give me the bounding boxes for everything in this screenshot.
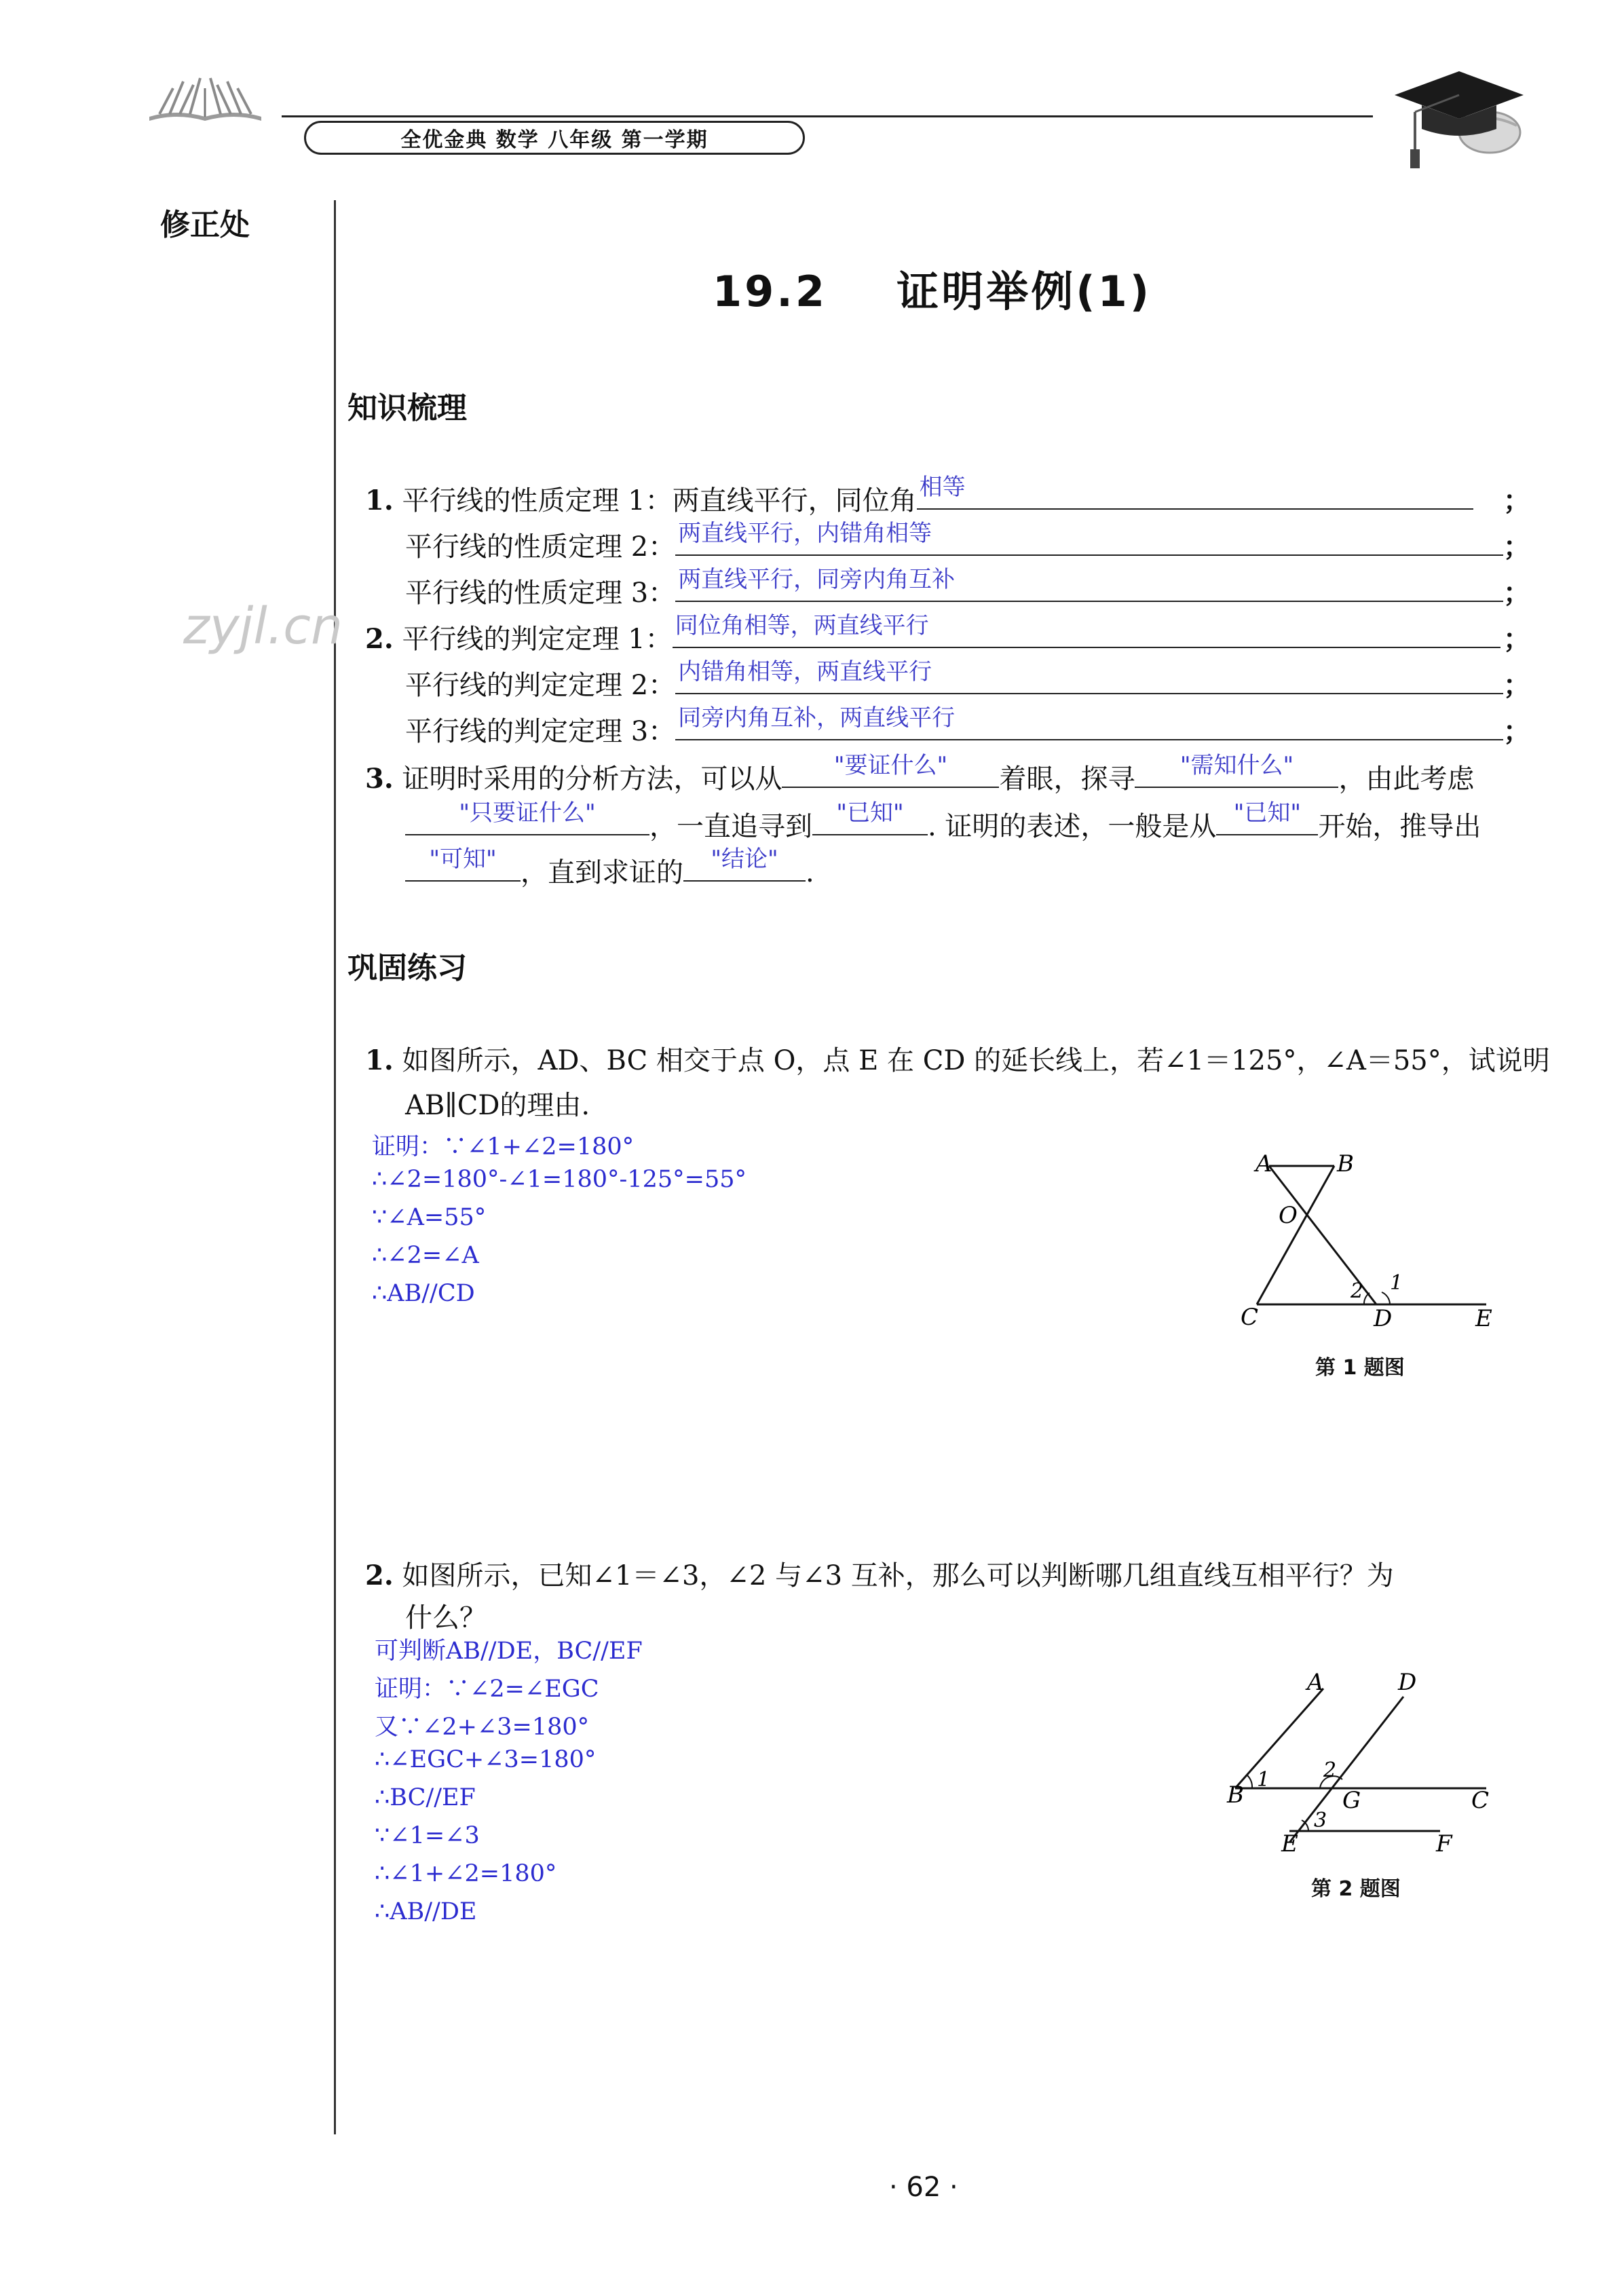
item3-text: 着眼，探寻	[999, 763, 1135, 795]
item2-blank2[interactable]	[675, 658, 1503, 694]
q2-answer-line: ∴AB//DE	[375, 1898, 477, 1925]
item3-text: ，直到求证的	[521, 857, 683, 888]
item1-blank3[interactable]	[675, 566, 1503, 602]
label-angle-2: 2	[1323, 1758, 1337, 1782]
item1-line3	[405, 566, 1503, 610]
item3-line3	[405, 846, 814, 890]
label-angle-1: 1	[1257, 1768, 1270, 1792]
label-C: C	[1241, 1304, 1259, 1330]
item-number: 2.	[365, 623, 394, 655]
item2-line3	[405, 704, 1503, 749]
semicolon: ；	[1503, 577, 1530, 609]
item1-line3-text: 平行线的性质定理 3：	[405, 578, 676, 609]
item1-blank2[interactable]	[675, 520, 1503, 556]
label-angle-1: 1	[1390, 1271, 1403, 1295]
item3-line2	[405, 799, 1481, 844]
question-number: 2.	[365, 1560, 394, 1591]
figure-2-caption: 第 2 题图	[1311, 1877, 1401, 1901]
item1-line1-text: 平行线的性质定理 1：两直线平行，同位角	[402, 485, 917, 516]
item1-answer1: 相等	[919, 474, 966, 501]
margin-label: 修正处	[160, 208, 250, 242]
q1-answer-line: ∴AB//CD	[372, 1280, 475, 1307]
item1-line2	[405, 520, 1503, 564]
item-number: 1.	[365, 485, 394, 516]
q2-answer-line: ∴∠1+∠2=180°	[375, 1860, 557, 1887]
semicolon: ；	[1503, 715, 1530, 747]
q1-line2: AB∥CD的理由.	[405, 1090, 590, 1121]
line-DE	[1289, 1697, 1403, 1843]
item3-blank6[interactable]	[405, 846, 521, 882]
item3-blank2[interactable]	[1135, 752, 1338, 788]
header-banner: 全优金典 数学 八年级 第一学期	[304, 121, 805, 155]
q2-answer-line: 证明：∵∠2=∠EGC	[375, 1676, 599, 1703]
label-E: E	[1281, 1830, 1298, 1853]
item3-text: ，一直追寻到	[649, 811, 812, 842]
label-E: E	[1475, 1305, 1492, 1330]
item3-answer6: "可知"	[429, 846, 497, 873]
section-heading-practice: 巩固练习	[347, 951, 467, 985]
item2-blank1[interactable]	[673, 612, 1500, 648]
q2-text: 如图所示，已知∠1＝∠3，∠2 与∠3 互补，那么可以判断哪几组直线互相平行？为	[402, 1560, 1394, 1591]
item2-line1	[365, 612, 1500, 656]
item-number: 3.	[365, 763, 394, 795]
item3-text: 开始，推导出	[1318, 811, 1481, 842]
figure-1-diagram	[1228, 1147, 1513, 1330]
q2-answer-line: 又∵∠2+∠3=180°	[375, 1714, 590, 1741]
item3-blank4[interactable]	[812, 799, 928, 835]
q2-answer-line: ∴∠EGC+∠3=180°	[375, 1746, 597, 1773]
item1-blank1[interactable]	[917, 474, 1473, 510]
item3-answer2: "需知什么"	[1179, 752, 1294, 779]
page-number: · 62 ·	[889, 2172, 958, 2203]
item2-blank3[interactable]	[675, 704, 1503, 740]
item3-blank1[interactable]	[782, 752, 999, 788]
item3-line1	[365, 752, 1475, 796]
q2-answer-line: ∴BC//EF	[375, 1784, 476, 1811]
q2-line2: 什么？	[405, 1602, 487, 1634]
page-title: 19.2 证明举例(1)	[713, 267, 1152, 316]
angle-1-arc	[1382, 1292, 1390, 1304]
q1-answer-line: ∴∠2=∠A	[372, 1242, 479, 1269]
item2-line2	[405, 658, 1503, 702]
label-B: B	[1227, 1781, 1244, 1809]
label-B: B	[1337, 1150, 1354, 1177]
item3-blank3[interactable]	[405, 799, 649, 835]
item3-answer5: "已知"	[1233, 799, 1302, 827]
label-F: F	[1436, 1830, 1452, 1853]
semicolon: ；	[1503, 623, 1530, 655]
label-D: D	[1398, 1669, 1417, 1696]
q1-text: 如图所示，AD、BC 相交于点 O，点 E 在 CD 的延长线上，若∠1＝125°，∠A＝55°，试说明	[402, 1045, 1550, 1076]
question-number: 1.	[365, 1044, 394, 1076]
line-AB	[1235, 1688, 1323, 1788]
item3-answer7: "结论"	[711, 846, 778, 873]
label-A: A	[1307, 1669, 1324, 1696]
header-rule	[282, 115, 1373, 117]
item3-answer3: "只要证什么"	[459, 799, 596, 827]
margin-divider	[334, 200, 336, 2134]
label-G: G	[1342, 1787, 1361, 1814]
section-heading-knowledge: 知识梳理	[347, 391, 467, 426]
item3-blank5[interactable]	[1216, 799, 1318, 835]
semicolon: ；	[1503, 485, 1530, 516]
item3-text: ，由此考虑	[1338, 763, 1475, 795]
semicolon: ；	[1503, 669, 1530, 701]
label-A: A	[1255, 1150, 1272, 1177]
item1-line1	[365, 474, 1473, 518]
item2-answer1: 同位角相等，两直线平行	[675, 612, 929, 639]
label-angle-3: 3	[1314, 1809, 1327, 1832]
q2-answer-line: 可判断AB//DE，BC//EF	[375, 1638, 643, 1665]
item3-answer4: "已知"	[836, 799, 904, 827]
open-book-logo-icon	[146, 75, 265, 126]
item3-text: .	[806, 857, 814, 888]
q1-answer-line: 证明：∵∠1+∠2=180°	[372, 1133, 635, 1161]
item3-text: 证明时采用的分析方法，可以从	[402, 763, 782, 795]
item2-answer2: 内错角相等，两直线平行	[678, 658, 932, 685]
item3-text: . 证明的表述，一般是从	[928, 811, 1217, 842]
item1-answer3: 两直线平行，同旁内角互补	[678, 566, 956, 593]
figure-1-caption: 第 1 题图	[1315, 1356, 1405, 1380]
watermark: zyjl.cn	[183, 597, 343, 656]
q2-answer-line: ∵∠1=∠3	[375, 1822, 480, 1849]
angle-1-arc	[1247, 1775, 1252, 1788]
figure-2-diagram	[1215, 1669, 1513, 1853]
item2-line3-text: 平行线的判定定理 3：	[405, 716, 676, 747]
label-D: D	[1374, 1305, 1393, 1330]
item2-line1-text: 平行线的判定定理 1：	[402, 624, 673, 655]
item1-line2-text: 平行线的性质定理 2：	[405, 531, 676, 563]
item3-answer1: "要证什么"	[833, 752, 948, 779]
q2-line1	[365, 1554, 1394, 1593]
semicolon: ；	[1503, 531, 1530, 563]
label-O: O	[1279, 1202, 1298, 1229]
q1-answer-line: ∵∠A=55°	[372, 1204, 487, 1231]
q1-answer-line: ∴∠2=180°-∠1=180°-125°=55°	[372, 1166, 747, 1193]
item2-answer3: 同旁内角互补，两直线平行	[678, 704, 956, 732]
label-C: C	[1471, 1787, 1490, 1814]
label-angle-2: 2	[1351, 1279, 1364, 1303]
q1-line1	[365, 1039, 1550, 1078]
item2-line2-text: 平行线的判定定理 2：	[405, 670, 676, 701]
graduation-cap-icon	[1388, 58, 1534, 170]
item1-answer2: 两直线平行，内错角相等	[678, 520, 932, 547]
item3-blank7[interactable]	[683, 846, 806, 882]
